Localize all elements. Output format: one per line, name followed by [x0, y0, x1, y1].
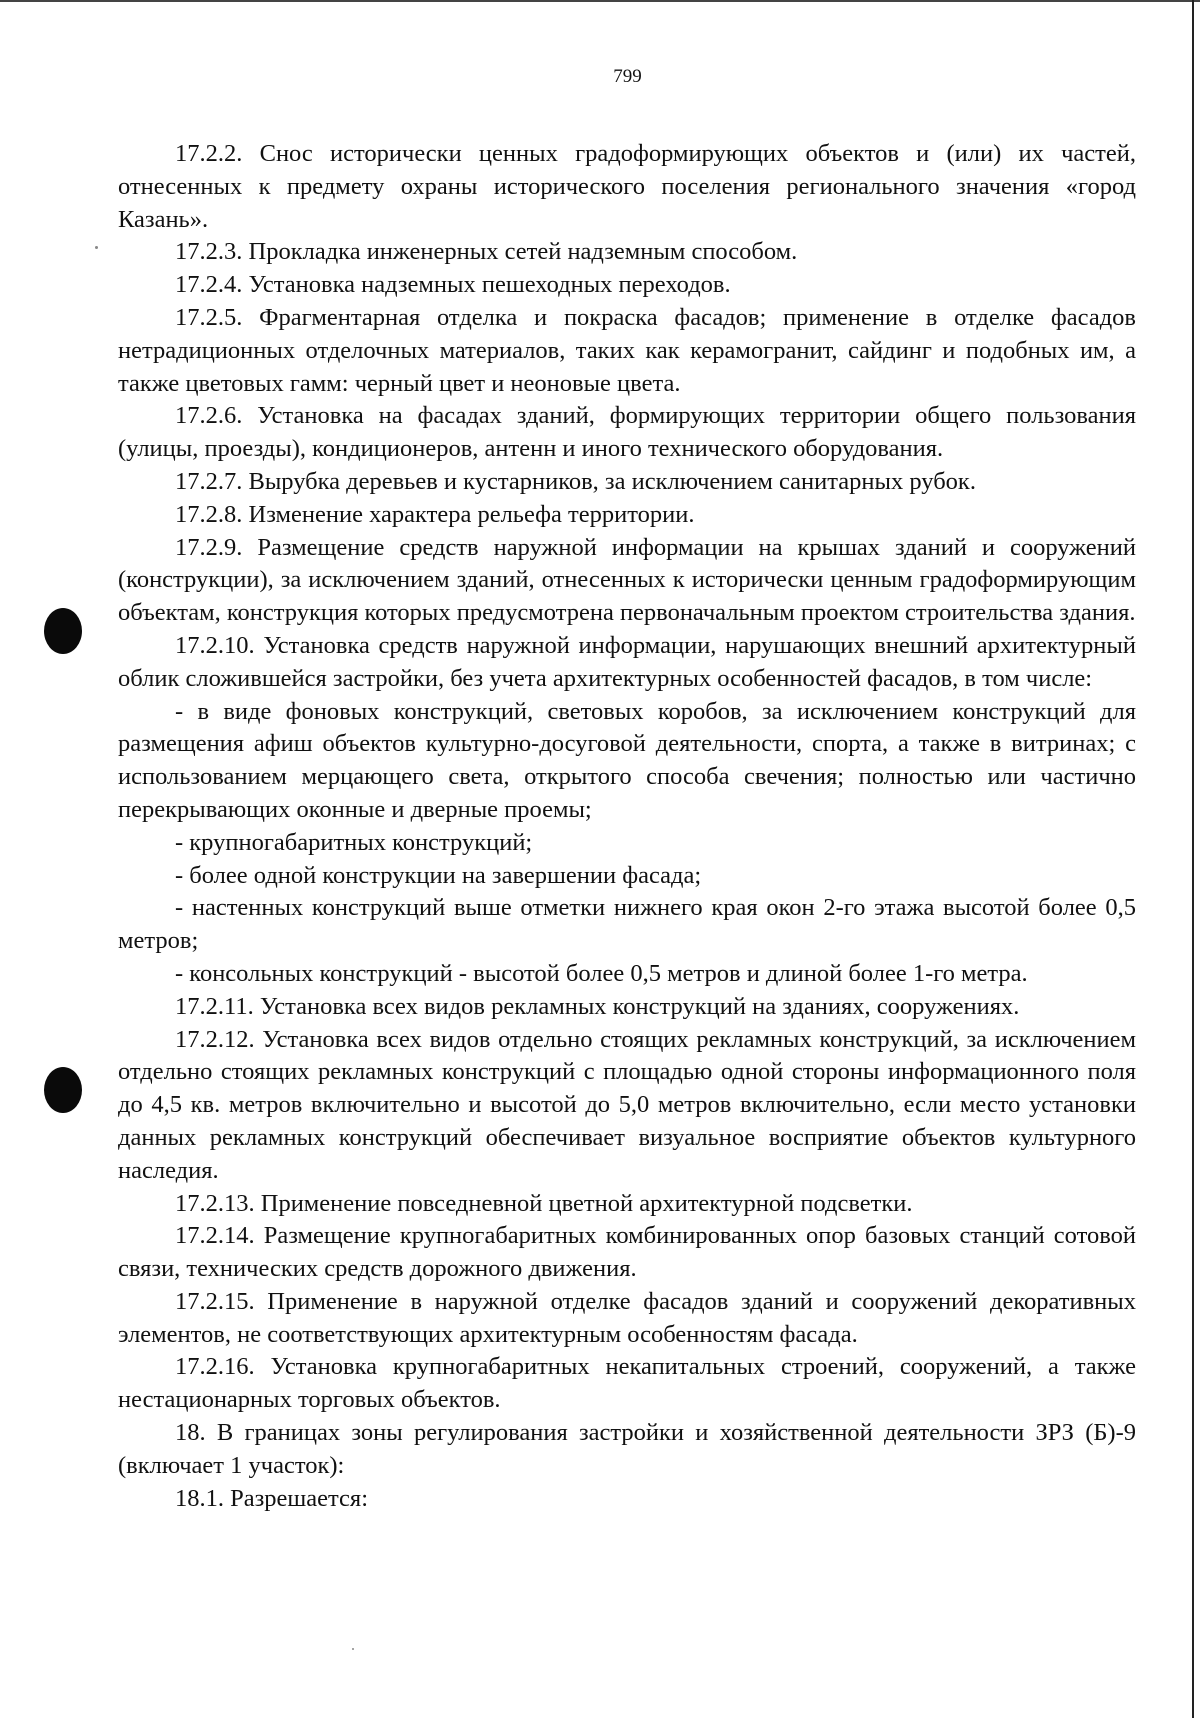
paragraph: 17.2.12. Установка всех видов отдельно стоящих рекламных конструкций, за исключением отдельно стоящих рекламных конструкций с площадью одной стороны информационного поля до 4,5 кв. метров включительно и высотой до 5,0 метров включительно, если место установки данных рекламных конструкций обеспечивает визуальное восприятие объектов культурного наследия.: [118, 1025, 1136, 1184]
section-heading: 18. В границах зоны регулирования застройки и хозяйственной деятельности ЗРЗ (Б)-9 (включает 1 участок):: [118, 1419, 1136, 1479]
paragraph: 17.2.3. Прокладка инженерных сетей надземным способом.: [175, 238, 798, 266]
list-item: - в виде фоновых конструкций, световых коробов, за исключением конструкций для размещения афиш объектов культурно-досуговой деятельности, спорта, а также в витринах; с использованием мерцающего света, открытого способа свечения; полностью или частично перекрывающих оконные и дверные проемы;: [118, 697, 1136, 823]
paragraph: 17.2.11. Установка всех видов рекламных конструкций на зданиях, сооружениях.: [175, 992, 1020, 1020]
paragraph: 17.2.9. Размещение средств наружной информации на крышах зданий и сооружений (конструкции), за исключением зданий, отнесенных к исторически ценным градоформирующим объектам, конструкция которых предусмотрена первоначальным проектом строительства здания.: [118, 533, 1136, 627]
paragraph: 17.2.6. Установка на фасадах зданий, формирующих территории общего пользования (улицы, проезды), кондиционеров, антенн и иного технического оборудования.: [118, 402, 1136, 463]
paragraph: 17.2.10. Установка средств наружной информации, нарушающих внешний архитектурный облик сложившейся застройки, без учета архитектурных особенностей фасадов, в том числе:: [118, 631, 1136, 692]
list-item: - крупногабаритных конструкций;: [175, 828, 533, 856]
paragraph: 17.2.2. Снос исторически ценных градоформирующих объектов и (или) их частей, отнесенных к предмету охраны исторического поселения регионального значения «город Казань».: [118, 140, 1136, 233]
list-item: - более одной конструкции на завершении фасада;: [175, 861, 702, 889]
paragraph: 17.2.5. Фрагментарная отделка и покраска фасадов; применение в отделке фасадов нетрадиционных отделочных материалов, таких как керамогранит, сайдинг и подобных им, а также цветовых гамм: черный цвет и неоновые цвета.: [118, 303, 1136, 397]
scan-edge-top: [0, 0, 1200, 2]
scan-speck: [95, 246, 98, 249]
paragraph: 17.2.16. Установка крупногабаритных некапитальных строений, сооружений, а также нестационарных торговых объектов.: [118, 1353, 1136, 1414]
paragraph: 17.2.15. Применение в наружной отделке фасадов зданий и сооружений декоративных элементов, не соответствующих архитектурным особенностям фасада.: [118, 1287, 1136, 1348]
list-item: - консольных конструкций - высотой более 0,5 метров и длиной более 1-го метра.: [175, 959, 1028, 987]
paragraph: 17.2.7. Вырубка деревьев и кустарников, за исключением санитарных рубок.: [175, 467, 976, 495]
subsection-heading: 18.1. Разрешается:: [175, 1484, 368, 1512]
paragraph: 17.2.4. Установка надземных пешеходных переходов.: [175, 271, 731, 299]
punch-hole: [44, 1067, 82, 1113]
punch-hole: [44, 608, 82, 654]
paragraph: 17.2.8. Изменение характера рельефа территории.: [175, 500, 695, 528]
scan-speck: [352, 1648, 354, 1650]
paragraph: 17.2.14. Размещение крупногабаритных комбинированных опор базовых станций сотовой связи, технических средств дорожного движения.: [118, 1222, 1136, 1283]
document-body: [118, 138, 1136, 1515]
list-item: - настенных конструкций выше отметки нижнего края окон 2-го этажа высотой более 0,5 метров;: [118, 894, 1136, 955]
page-number: 799: [613, 66, 642, 87]
paragraph: 17.2.13. Применение повседневной цветной архитектурной подсветки.: [175, 1189, 913, 1217]
scan-edge-right: [1192, 0, 1194, 1718]
